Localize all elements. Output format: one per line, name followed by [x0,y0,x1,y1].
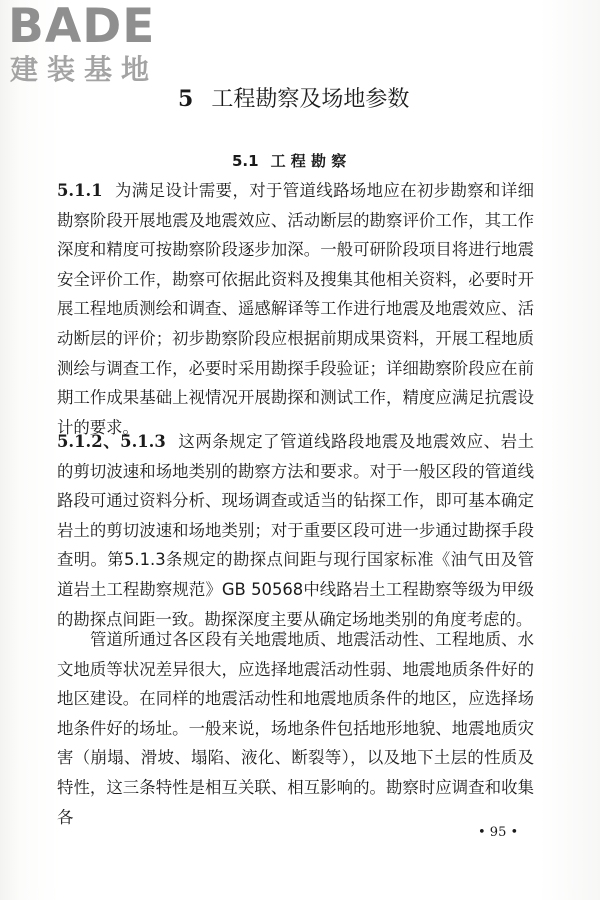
paragraph-text: 管道所通过各区段有关地震地质、地震活动性、工程地质、水文地质等状况差异很大，应选择地震活动性弱、地震地质条件好的地区建设。在同样的地震活动性和地震地质条件的地区，应选择场地条件好的场址。一般来说，场地条件包括地形地貌、地震地质灾害（崩塌、滑坡、塌陷、液化、断裂等），以及地下土层的性质及特性，这三条特性是相互关联、相互影响的。勘察时应调查和收集各 [57,630,534,827]
watermark-logo [8,2,178,92]
paragraph-site-selection [57,625,534,832]
paragraph-clause-5-1-1 [57,176,534,442]
section-heading [232,150,346,171]
paragraph-clause-5-1-2-5-1-3 [57,427,534,634]
watermark-brand: BADE [8,0,156,54]
section-number: 5.1 [232,152,259,170]
chapter-number: 5 [178,86,194,112]
clause-number: 5.1.1 [57,181,103,200]
watermark-brand-cn: 建装基地 [10,53,159,86]
clause-number: 5.1.2、5.1.3 [57,432,166,451]
page-number: • 95 • [478,825,519,840]
chapter-title: 工程勘察及场地参数 [211,87,410,112]
chapter-heading [178,82,409,113]
section-title: 工 程 勘 察 [270,152,347,170]
paragraph-text: 这两条规定了管道线路段地震及地震效应、岩土的剪切波速和场地类别的勘察方法和要求。对于一般区段的管道线路段可通过资料分析、现场调查或适当的钻探工作，即可基本确定岩土的剪切波速和场地类别；对于重要区段可进一步通过勘探手段查明。第5.1.3条规定的勘探点间距与现行国家标准《油气田及管道岩土工程勘察规范》GB 50568中线路岩土工程勘察等级为甲级的勘探点间距一致。勘探深度主要从确定场地类别的角度考虑的。 [57,432,534,629]
paragraph-text: 为满足设计需要，对于管道线路场地应在初步勘察和详细勘察阶段开展地震及地震效应、活动断层的勘察评价工作，其工作深度和精度可按勘察阶段逐步加深。一般可研阶段项目将进行地震安全评价工作，勘察可依据此资料及搜集其他相关资料，必要时开展工程地质测绘和调查、遥感解译等工作进行地震及地震效应、活动断层的评价；初步勘察阶段应根据前期成果资料，开展工程地质测绘与调查工作，必要时采用勘探手段验证；详细勘察阶段应在前期工作成果基础上视情况开展勘探和测试工作，精度应满足抗震设计的要求。 [57,181,534,437]
